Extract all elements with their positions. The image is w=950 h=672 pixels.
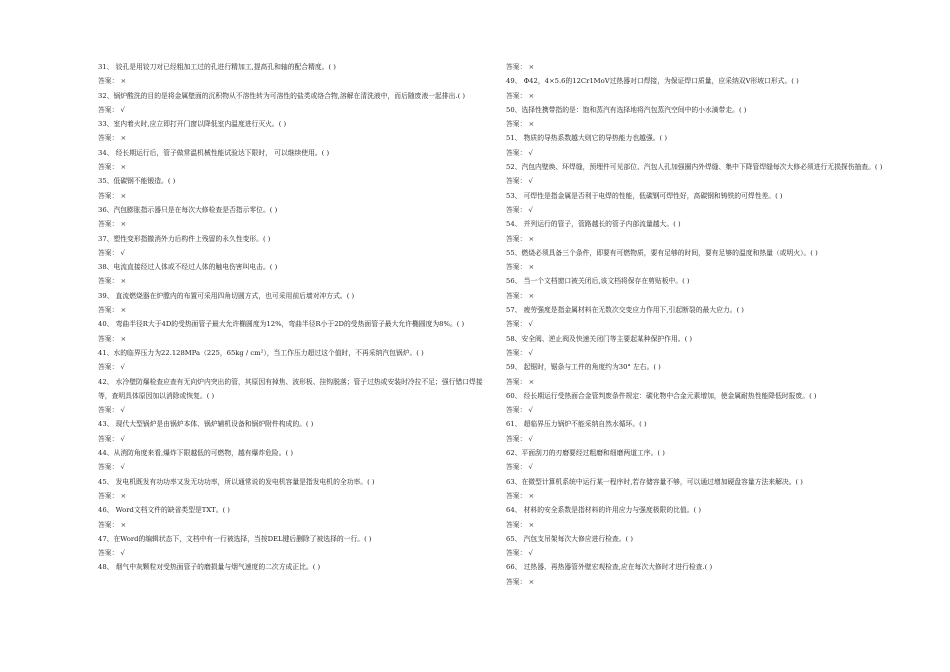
question-61: 61、 超临界压力锅炉不能采纳自然水循环。( ) <box>506 420 647 429</box>
answer-57: 答案： √ <box>506 320 533 329</box>
answer-49: 答案： × <box>506 91 535 100</box>
answer-53: 答案： √ <box>506 205 533 214</box>
question-52: 52、汽包内壁焕、环焊缝，预埋件可见部位、汽包人孔加强圈内外焊缝、集中下降管焊缝每次大修必须进行无损探伤抽查。( ) <box>506 163 883 172</box>
answer-61: 答案： √ <box>506 434 533 443</box>
answer-54: 答案： × <box>506 234 535 243</box>
answer-44: 答案： √ <box>98 463 125 472</box>
answer-59: 答案： × <box>506 377 535 386</box>
question-64: 64、 材料的安全系数是指材料的许用应力与强度极限的比值。( ) <box>506 506 701 515</box>
question-55: 55、燃烧必须具备三个条件，即要有可燃物质，要有足够的时间，要有足够的温度和热量（或明火）。( ) <box>506 248 818 257</box>
left-column <box>98 60 483 575</box>
answer-56: 答案： × <box>506 291 535 300</box>
question-58: 58、安全阀、逆止阀及快速关闭门等主要起某种保护作用。( ) <box>506 334 693 343</box>
question-32: 32、锅炉酸洗的目的是将金属壁面的沉积物从不溶性转为可溶性的盐类或络合物,溶解在清洗液中，而后随废液一起排出.( ) <box>98 91 466 100</box>
answer-35: 答案： × <box>98 191 127 200</box>
question-59: 59、 起锯时，锯条与工件的角度约为30° 左右。( ) <box>506 363 661 372</box>
answer-66: 答案： × <box>506 577 535 586</box>
answer-43: 答案： √ <box>98 434 125 443</box>
question-31: 31、 铰孔是用铰刀对已经粗加工过的孔进行精加工,提高孔和轴的配合精度。( ) <box>98 63 336 71</box>
answer-60: 答案： √ <box>506 406 533 415</box>
answer-48: 答案： × <box>506 63 535 71</box>
answer-58: 答案： √ <box>506 348 533 357</box>
answer-33: 答案： × <box>98 134 127 143</box>
question-65: 65、 汽包支吊架每次大修应进行检查。( ) <box>506 534 634 543</box>
question-53: 53、 可焊性是指金属是否利于电焊的性能，低碳钢可焊性好，高碳钢和铸铁的可焊性差。( ) <box>506 191 783 200</box>
question-56: 56、 当一个文档窗口被关闭后,该文档将保存在剪贴板中。( ) <box>506 277 690 286</box>
answer-62: 答案： √ <box>506 463 533 472</box>
question-63: 63、在微型计算机系统中运行某一程序时,若存储容量不够，可以通过增加硬盘容量方法来解决。( ) <box>506 477 803 486</box>
question-57: 57、 疲劳强度是指金属材料在无数次交变应力作用下,引起断裂的最大应力。( ) <box>506 306 744 315</box>
answer-34: 答案： × <box>98 163 127 172</box>
answer-51: 答案： √ <box>506 148 533 157</box>
question-47: 47、在Word的编辑状态下，文档中有一行被选择，当按DEL键后删除了被选择的一行。( ) <box>98 534 372 543</box>
answer-52: 答案： √ <box>506 177 533 186</box>
answer-55: 答案： × <box>506 263 535 272</box>
question-43: 43、 现代大型锅炉是由锅炉本体、锅炉辅机设备和锅炉附件构成的。( ) <box>98 420 314 429</box>
answer-63: 答案： × <box>506 491 535 500</box>
question-60: 60、 经长期运行受热面合金管判废条件规定：碳化物中合金元素增加，使金属耐热性能降低时报废。( ) <box>506 391 817 400</box>
question-66: 66、 过热器、再热器管外壁宏观检查,应在每次大修时才进行检查.( ) <box>506 563 713 572</box>
question-44: 44、从消防角度来看,爆炸下限越低的可燃物，越有爆炸危险。( ) <box>98 449 293 458</box>
question-42: 42、 水冷壁防爆检查应查有无向炉内突出的管，其原因有掉焦、波形板、挂钩脱落；管子过热或安装时冷拉不足；强行错口焊接等，查明具体原因加以消除或恢复。( ) <box>98 377 483 400</box>
question-51: 51、 物质的导热系数越大则它的导热能力也越强。( ) <box>506 134 668 143</box>
answer-36: 答案： × <box>98 220 127 229</box>
question-49: 49、 Φ42，4×5.6的12Cr1MoV过热器对口焊接，为保证焊口质量，应采纳双V形坡口形式。( ) <box>506 77 799 86</box>
question-48: 48、 烟气中灰颗粒对受热面管子的磨损量与烟气速度的二次方成正比。( ) <box>98 563 321 572</box>
answer-32: 答案： √ <box>98 105 125 114</box>
question-33: 33、室内着火时,应立即打开门窗以降低室内温度进行灭火。( ) <box>98 120 287 129</box>
question-36: 36、汽包膨胀指示器只是在每次大修检查是否指示零位。( ) <box>98 205 278 214</box>
answer-31: 答案： × <box>98 77 127 86</box>
right-column <box>506 60 891 589</box>
question-41: 41、水的临界压力为22.128MPa（225，65kg / cm²），当工作压力超过这个值时，不再采纳汽包锅炉。( ) <box>98 348 424 357</box>
answer-46: 答案： × <box>98 520 127 529</box>
answer-65: 答案： √ <box>506 549 533 558</box>
question-54: 54、 并列运行的管子，管路越长的管子内部流量越大。( ) <box>506 220 681 229</box>
question-50: 50、选择性携带指的是：饱和蒸汽有选择地将汽包蒸汽空间中的小水滴带走。( ) <box>506 105 747 114</box>
answer-47: 答案： √ <box>98 549 125 558</box>
answer-39: 答案： × <box>98 306 127 315</box>
question-45: 45、 发电机既发有功功率又发无功功率，所以通常说的发电机容量是指发电机的全功率。( ) <box>98 477 375 486</box>
answer-40: 答案： × <box>98 334 127 343</box>
answer-38: 答案： × <box>98 277 127 286</box>
question-40: 40、 弯曲半径R大于4D的受热面管子最大允许椭圆度为12%，弯曲半径R小于2D的受热面管子最大允许椭圆度为8%。( ) <box>98 320 465 329</box>
answer-41: 答案： √ <box>98 363 125 372</box>
question-35: 35、低碳钢不能锻造。( ) <box>98 177 176 186</box>
answer-64: 答案： × <box>506 520 535 529</box>
answer-50: 答案： × <box>506 120 535 129</box>
answer-37: 答案： √ <box>98 248 125 257</box>
question-37: 37、塑性变形指撤消外力后构件上残留的永久性变形。( ) <box>98 234 271 243</box>
answer-42: 答案： √ <box>98 406 125 415</box>
question-46: 46、 Word文档文件的缺省类型是TXT。( ) <box>98 506 230 515</box>
question-38: 38、电流直接经过人体或不经过人体的触电伤害叫电击。( ) <box>98 263 278 272</box>
question-39: 39、 直流燃烧器在炉膛内的布置可采用四角切圆方式，也可采用前后墙对冲方式。( ) <box>98 291 355 300</box>
question-62: 62、平面刮刀的刃磨要经过粗磨和细磨两道工序。( ) <box>506 449 665 458</box>
question-34: 34、 经长期运行后，管子做常温机械性能试验达下限时， 可以继续使用。( ) <box>98 148 330 157</box>
answer-45: 答案： × <box>98 491 127 500</box>
